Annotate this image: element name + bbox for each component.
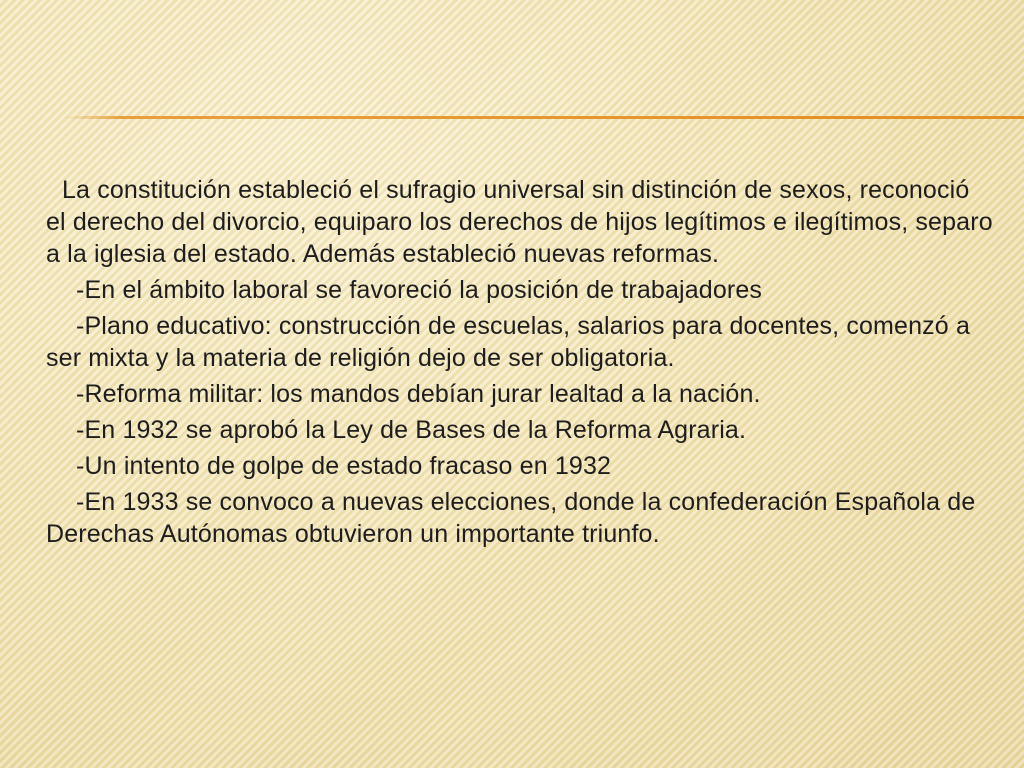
point-coup-attempt: -Un intento de golpe de estado fracaso en 1932	[76, 452, 612, 480]
slide-body	[46, 174, 996, 554]
point-labor: -En el ámbito laboral se favoreció la posición de trabajadores	[76, 276, 763, 304]
point-agrarian-reform: -En 1932 se aprobó la Ley de Bases de la Reforma Agraria.	[76, 416, 747, 444]
point-education: -Plano educativo: construcción de escuelas, salarios para docentes, comenzó a ser mixta y la materia de religión dejo de ser obligatoria.	[46, 312, 970, 372]
point-military: -Reforma militar: los mandos debían jurar lealtad a la nación.	[76, 380, 761, 408]
point-elections-1933: -En 1933 se convoco a nuevas elecciones, donde la confederación Española de Derechas Autónomas obtuvieron un importante triunfo.	[46, 488, 976, 548]
intro-paragraph: La constitución estableció el sufragio universal sin distinción de sexos, reconoció el derecho del divorcio, equiparo los derechos de hijos legítimos e ilegítimos, separo a la iglesia del estado. Además estableció nuevas reformas.	[46, 176, 993, 268]
title-divider-line	[64, 116, 1024, 119]
